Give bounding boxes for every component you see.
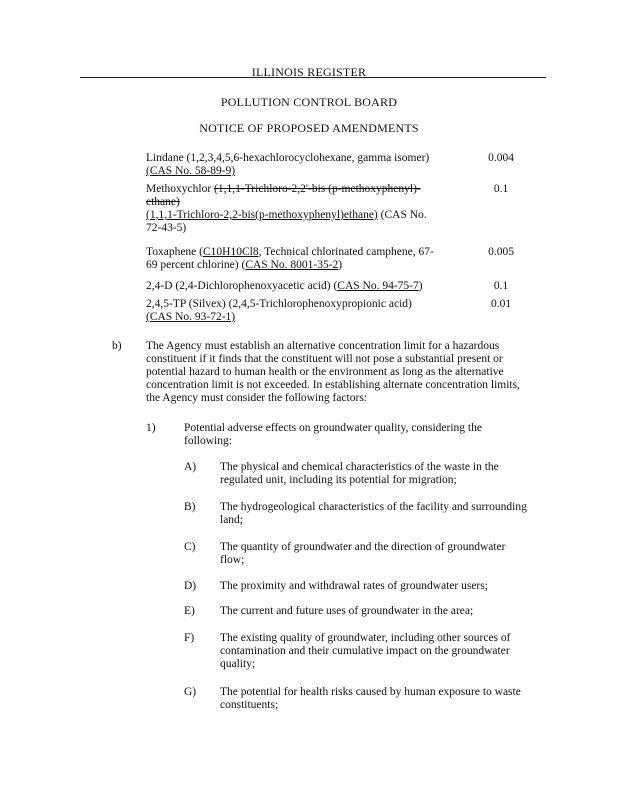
text-line: contamination and their cumulative impact on the groundwater <box>220 645 510 657</box>
text-line: potential hazard to human health or the environment as long as the alternative <box>146 366 504 378</box>
text-line: following: <box>184 435 232 447</box>
text-line: The current and future uses of groundwater in the area; <box>220 605 474 617</box>
text-run: , Technical chlorinated camphene, 67- <box>258 246 434 258</box>
text-run: C10H10Cl8 <box>203 246 259 258</box>
subitem-c-text <box>220 541 550 567</box>
text-run: Lindane (1,2,3,4,5,6-hexachlorocyclohexane, gamma isomer) <box>146 152 430 164</box>
text-line: The Agency must establish an alternative concentration limit for a hazardous <box>146 340 500 352</box>
text-run: 2,4,5-TP (Silvex) (2,4,5-Trichlorophenoxypropionic acid) <box>146 298 412 310</box>
text-run: Methoxychlor <box>146 183 215 195</box>
text-line: The physical and chemical characteristics of the waste in the <box>220 461 499 473</box>
text-line: flow; <box>220 554 245 566</box>
section-b-label: b) <box>112 340 122 352</box>
text-line: the Agency must consider the following factors: <box>146 392 368 404</box>
row-name-line <box>146 222 458 235</box>
text-run: (1,1,1-Trichloro-2,2-bis(p-methoxyphenyl)ethane) <box>146 209 378 221</box>
text-line: Potential adverse effects on groundwater quality, considering the <box>184 422 482 434</box>
row-name-line <box>146 259 458 272</box>
subitem-b-text <box>220 501 550 527</box>
row-name-lindane <box>146 152 458 178</box>
item-1-text <box>184 422 544 448</box>
text-line: constituent if it finds that the constituent will not pose a substantial present or <box>146 353 503 365</box>
row-name-silvex <box>146 298 458 324</box>
text-run: Toxaphene ( <box>146 246 203 258</box>
row-name-line <box>146 152 458 165</box>
board-title: POLLUTION CONTROL BOARD <box>220 95 398 109</box>
subitem-e-label: E) <box>184 605 195 617</box>
text-run: ) <box>418 280 423 292</box>
notice-title: NOTICE OF PROPOSED AMENDMENTS <box>199 121 419 135</box>
row-name-line <box>146 246 458 259</box>
subitem-a-label: A) <box>184 461 197 473</box>
row-name-line <box>146 298 458 311</box>
row-name-line <box>146 311 458 324</box>
text-run: CAS No. 8001-35-2 <box>245 259 339 271</box>
row-name-line <box>146 196 458 209</box>
text-line: The potential for health risks caused by human exposure to waste <box>220 686 521 698</box>
text-run: 72-43-5) <box>146 222 187 234</box>
text-run: 69 percent chlorine) ( <box>146 259 246 271</box>
row-value-silvex: 0.01 <box>490 298 512 310</box>
section-b-text <box>146 340 546 405</box>
text-line: The proximity and withdrawal rates of groundwater users; <box>220 580 488 592</box>
text-line: The existing quality of groundwater, including other sources of <box>220 632 511 644</box>
subitem-f-label: F) <box>184 632 195 644</box>
subitem-g-text <box>220 686 550 712</box>
text-run: CAS No. 94-75-7 <box>337 280 419 292</box>
subitem-d-label: D) <box>184 580 197 592</box>
text-run: ) <box>338 259 343 271</box>
subitem-b-label: B) <box>184 501 196 513</box>
row-name-line <box>146 165 458 178</box>
text-line: quality; <box>220 658 256 670</box>
row-value-24d: 0.1 <box>493 280 509 292</box>
row-value-toxaphene: 0.005 <box>488 246 514 258</box>
row-name-line <box>146 280 458 293</box>
text-run: (1,1,1-Trichloro-2,2'-bis (p-methoxyphenyl)- <box>214 183 421 195</box>
row-value-methoxychlor: 0.1 <box>493 183 509 195</box>
row-name-24d <box>146 280 458 293</box>
text-line: The hydrogeological characteristics of the facility and surrounding <box>220 501 527 513</box>
subitem-e-text <box>220 605 550 618</box>
subitem-f-text <box>220 632 550 671</box>
text-run: ethane) <box>146 196 180 208</box>
text-run: (CAS No. 58-89-9) <box>146 165 236 177</box>
item-1-label: 1) <box>146 422 156 434</box>
row-name-line <box>146 183 458 196</box>
row-name-toxaphene <box>146 246 458 272</box>
row-name-line <box>146 209 458 222</box>
text-line: concentration limit is not exceeded. In establishing alternate concentration limits, <box>146 379 520 391</box>
subitem-d-text <box>220 580 550 593</box>
subitem-g-label: G) <box>184 686 197 698</box>
text-line: regulated unit, including its potential for migration; <box>220 474 457 486</box>
text-line: The quantity of groundwater and the direction of groundwater <box>220 541 506 553</box>
subitem-c-label: C) <box>184 541 196 553</box>
register-title: ILLINOIS REGISTER <box>251 65 367 79</box>
text-run: (CAS No. <box>377 209 427 221</box>
subitem-a-text <box>220 461 550 487</box>
row-name-methoxychlor <box>146 183 458 235</box>
text-run: (CAS No. 93-72-1) <box>146 311 236 323</box>
text-line: constituents; <box>220 699 279 711</box>
row-value-lindane: 0.004 <box>488 152 514 164</box>
text-line: land; <box>220 514 243 526</box>
text-run: 2,4-D (2,4-Dichlorophenoxyacetic acid) ( <box>146 280 338 292</box>
